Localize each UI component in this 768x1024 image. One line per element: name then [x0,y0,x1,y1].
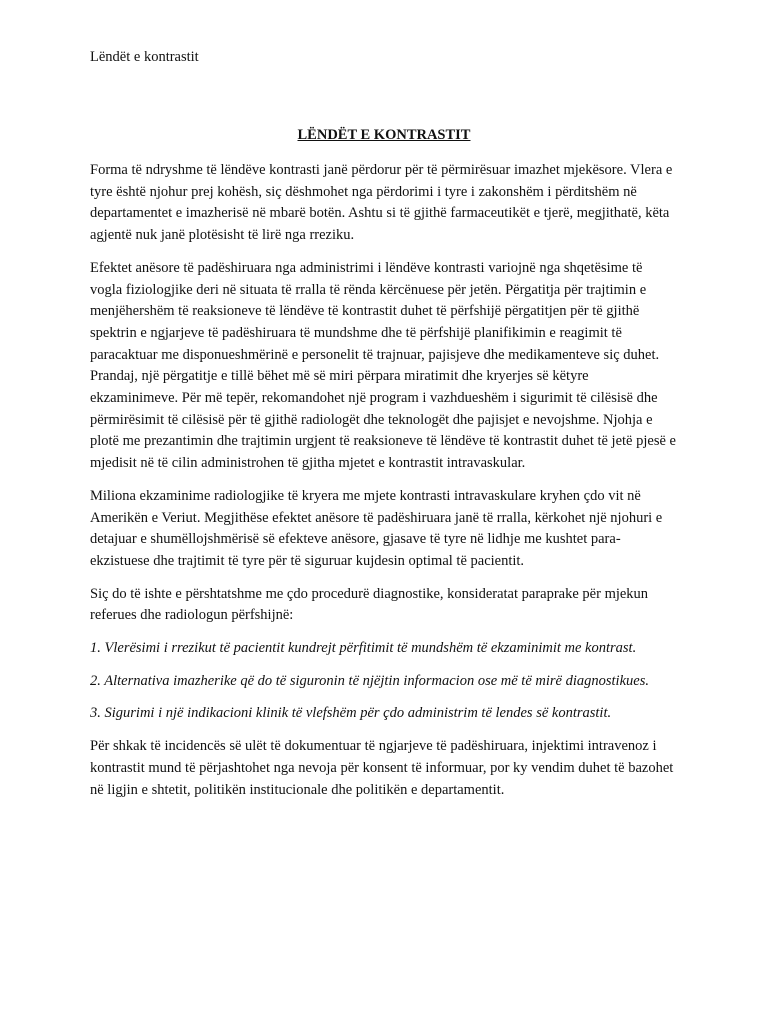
paragraph-side-effects: Efektet anësore të padëshiruara nga administrimi i lëndëve kontrasti variojnë nga shqetësime të vogla fiziologjike deri në situata të rralla të rënda kërcënuese për jetën. Përgatitja për trajtimin e menjëhershëm të reaksioneve të lëndëve të kontrastit duhet të përfshijë përgatitjen për të gjithë spektrin e ngjarjeve të padëshiruara të mundshme dhe të përfshijë planifikimin e reagimit të paracaktuar me disponueshmërinë e personelit të trajnuar, pajisjeve dhe medikamenteve siç duhet. Prandaj, një përgatitje e tillë bëhet më së miri përpara miratimit dhe kryerjes së këtyre ekzaminimeve. Për më tepër, rekomandohet një program i vazhdueshëm i sigurimit të cilësisë dhe përmirësimit të cilësisë për të gjithë radiologët dhe teknologët dhe pajisjet e nevojshme. Njohja e plotë me prezantimin dhe trajtimin urgjent të reaksioneve të lëndëve të kontrastit duhet të jetë pjesë e mjedisit në të cilin administrohen të gjitha mjetet e kontrastit intravaskular. [90,259,676,472]
consideration-item-3: 3. Sigurimi i një indikacioni klinik të vlefshëm për çdo administrim të lendes së kontrastit. [90,705,612,722]
paragraph-statistics: Miliona ekzaminime radiologjike të kryera me mjete kontrasti intravaskulare kryhen çdo vit në Amerikën e Veriut. Megjithëse efektet anësore të padëshiruara janë të rralla, kërkohet një njohuri e detajuar e shumëllojshmërisë së efekteve anësore, gjasave të tyre në lidhje me kushtet para-ekzistuese dhe trajtimit të tyre për të siguruar kujdesin optimal të pacientit. [90,487,663,569]
paragraph-intro: Forma të ndryshme të lëndëve kontrasti janë përdorur për të përmirësuar imazhet mjekësore. Vlera e tyre është njohur prej kohësh, siç dëshmohet nga përdorimi i tyre i zakonshëm i përditshëm në departamentet e imazherisë në mbarë botën. Ashtu si të gjithë farmaceutikët e tjerë, megjithatë, këta agjentë nuk janë plotësisht të lirë nga rreziku. [90,162,673,244]
paragraph-closing: Për shkak të incidencës së ulët të dokumentuar të ngjarjeve të padëshiruara, injektimi intravenoz i kontrastit mund të përjashtohet nga nevoja për konsent të informuar, por ky vendim duhet të bazohet në ligjin e shtetit, politikën institucionale dhe politikën e departamentit. [90,738,674,798]
document-title: LËNDËT E KONTRASTIT [297,127,471,143]
document-body [90,160,678,812]
paragraph-considerations-intro: Siç do të ishte e përshtatshme me çdo procedurë diagnostike, konsideratat paraprake për mjekun referues dhe radiologun përfshijnë: [90,585,649,624]
running-header: Lëndët e kontrastit [90,49,199,65]
consideration-item-2: 2. Alternativa imazherike që do të siguronin të njëjtin informacion ose më të mirë diagnostikues. [90,672,649,689]
consideration-item-1: 1. Vlerësimi i rrezikut të pacientit kundrejt përfitimit të mundshëm të ekzaminimit me kontrast. [90,640,637,657]
